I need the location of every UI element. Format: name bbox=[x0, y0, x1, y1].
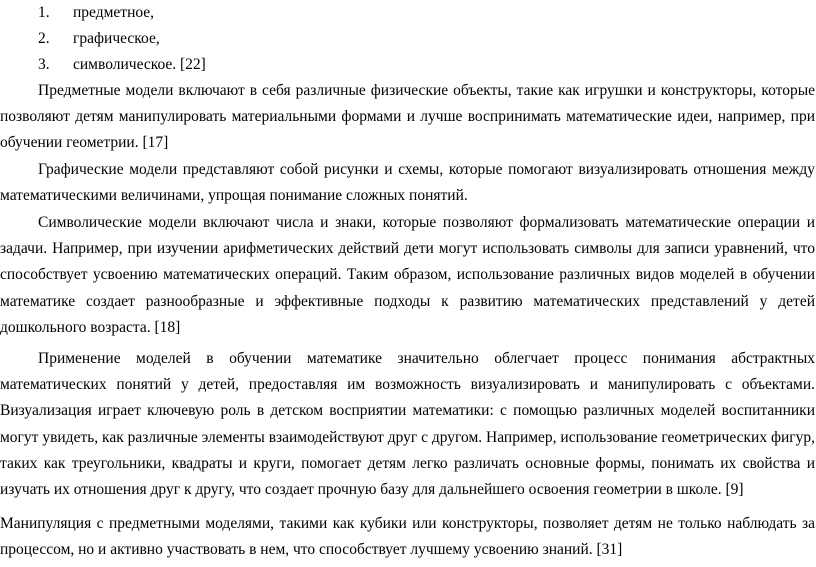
list-text: графическое, bbox=[73, 30, 160, 47]
paragraph-manipulation: Манипуляция с предметными моделями, такими как кубики или конструкторы, позволяет детям не только наблюдать за процессом, но и активно участвовать в нем, что способствует лучшему усвоению знаний. [31] bbox=[0, 515, 815, 559]
list-text: предметное, bbox=[73, 4, 155, 21]
list-number: 1. bbox=[38, 4, 50, 21]
list-item bbox=[38, 52, 206, 78]
list-item bbox=[38, 26, 160, 52]
list-text: символическое. [22] bbox=[73, 56, 206, 73]
paragraph-symbolic-models: Символические модели включают числа и знаки, которые позволяют формализовать математические операции и задачи. Например, при изучении арифметических действий дети могут использовать символы для записи уравнений, что способствует усвоению математических операций. Таким образом, использование различных видов моделей в обучении математике создает разнообразные и эффективные подходы к развитию математических представлений у детей дошкольного возраста. [18] bbox=[0, 214, 815, 336]
list-number: 3. bbox=[38, 56, 50, 73]
paragraph-model-application: Применение моделей в обучении математике значительно облегчает процесс понимания абстрактных математических понятий у детей, предоставляя им возможность визуализировать и манипулировать с объектами. Визуализация играет ключевую роль в детском восприятии математики: с помощью различных моделей воспитанники могут увидеть, как различные элементы взаимодействуют друг с другом. Например, использование геометрических фигур, таких как треугольники, квадраты и круги, помогает детям легко различать основные формы, понимать их свойства и изучать их отношения друг к другу, что создает прочную базу для дальнейшего освоения геометрии в школе. [9] bbox=[0, 350, 816, 499]
paragraph-graphic-models: Графические модели представляют собой рисунки и схемы, которые помогают визуализировать отношения между математическими величинами, упрощая понимание сложных понятий. bbox=[0, 161, 815, 205]
paragraph-object-models: Предметные модели включают в себя различные физические объекты, такие как игрушки и конструкторы, которые позволяют детям манипулировать материальными формами и лучше воспринимать математические идеи, например, при обучении геометрии. [17] bbox=[0, 82, 815, 152]
list-item bbox=[38, 0, 154, 26]
list-number: 2. bbox=[38, 30, 50, 47]
